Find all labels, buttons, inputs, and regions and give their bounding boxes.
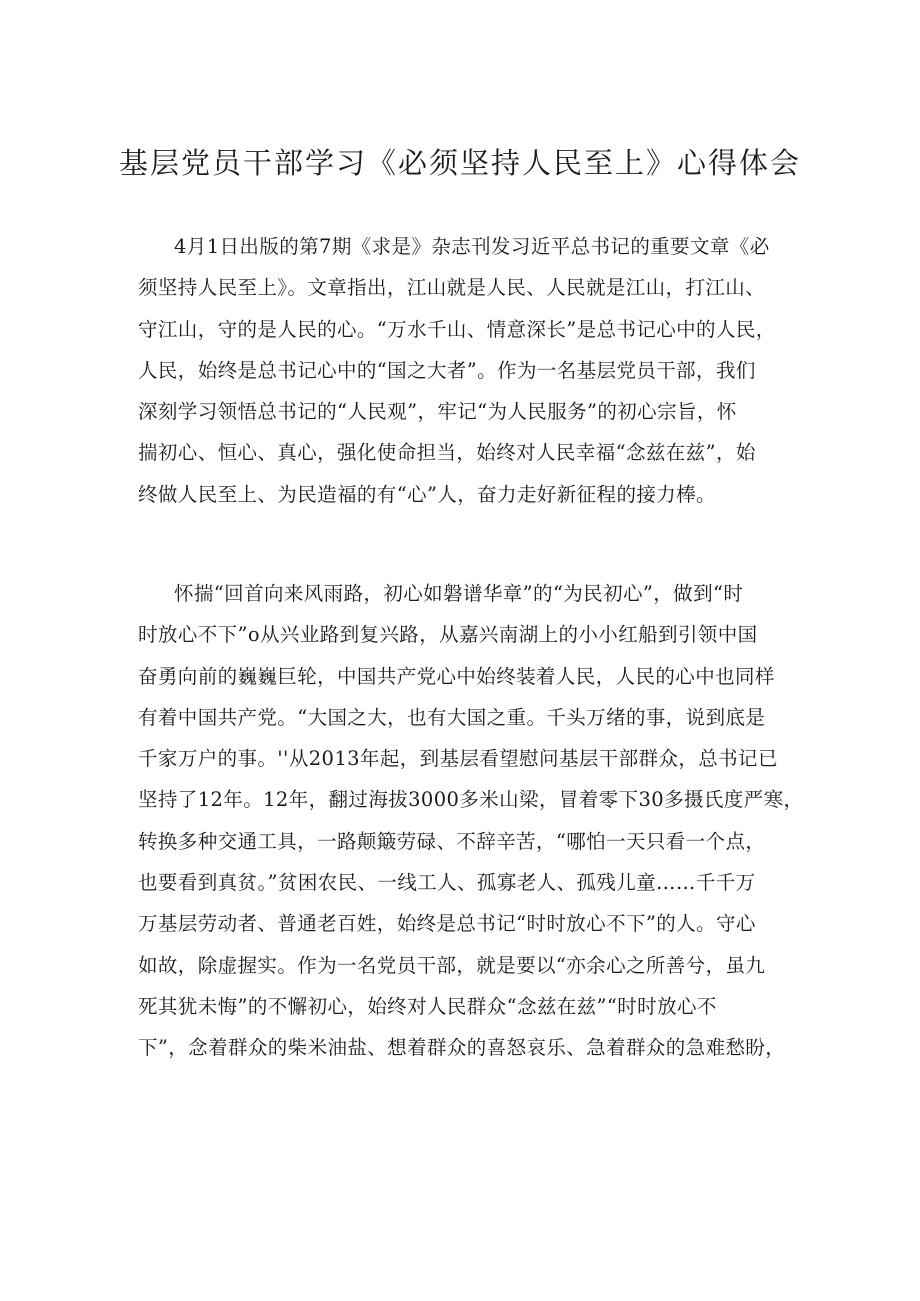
text-line: 坚持了12年。12年，翻过海拔3000多米山梁，冒着零下30多摄氏度严寒， (138, 788, 804, 812)
paragraph-2 (138, 573, 804, 1069)
text-line: 也要看到真贫。”贫困农民、一线工人、孤寡老人、孤残儿童……千千万 (138, 871, 756, 895)
paragraph-1 (138, 226, 798, 515)
text-line: 转换多种交通工具，一路颠簸劳碌、不辞辛苦，“哪怕一天只看一个点， (138, 829, 766, 853)
text-line: 千家万户的事。''从2013年起，到基层看望慰问基层干部群众，总书记已 (138, 747, 778, 771)
text-line: 死其犹未悔”的不懈初心，始终对人民群众“念兹在兹”“时时放心不 (138, 994, 717, 1018)
text-line: 深刻学习领悟总书记的“人民观”，牢记“为人民服务”的初心宗旨，怀 (138, 400, 737, 424)
text-line: 人民，始终是总书记心中的“国之大者”。作为一名基层党员干部，我们 (138, 358, 756, 382)
text-line: 奋勇向前的巍巍巨轮，中国共产党心中始终装着人民，人民的心中也同样 (138, 664, 775, 688)
text-line: 终做人民至上、为民造福的有“心”人，奋力走好新征程的接力棒。 (138, 482, 716, 506)
text-line: 时放心不下”o从兴业路到复兴路，从嘉兴南湖上的小小红船到引领中国 (138, 623, 758, 647)
text-line: 下”，念着群众的柴米油盐、想着群众的喜怒哀乐、急着群众的急难愁盼， (138, 1036, 786, 1060)
text-line: 须坚持人民至上》。文章指出，江山就是人民、人民就是江山，打江山、 (138, 276, 766, 300)
text-line: 万基层劳动者、普通老百姓，始终是总书记“时时放心不下”的人。守心 (138, 912, 756, 936)
text-line: 怀揣“回首向来风雨路，初心如磐谱华章”的“为民初心”，做到“时 (174, 582, 744, 605)
text-line: 揣初心、恒心、真心，强化使命担当，始终对人民幸福“念兹在兹”，始 (138, 441, 756, 465)
text-line: 如故，除虚握实。作为一名党员干部，就是要以“亦余心之所善兮，虽九 (138, 953, 766, 977)
text-line: 4月1日出版的第7期《求是》杂志刊发习近平总书记的重要文章《必 (174, 235, 770, 258)
text-line: 守江山，守的是人民的心。“万水千山、情意深长”是总书记心中的人民， (138, 317, 776, 341)
text-line: 有着中国共产党。“大国之大，也有大国之重。千头万绪的事，说到底是 (138, 705, 766, 729)
document-title: 基层党员干部学习《必须坚持人民至上》心得体会 (118, 146, 801, 180)
